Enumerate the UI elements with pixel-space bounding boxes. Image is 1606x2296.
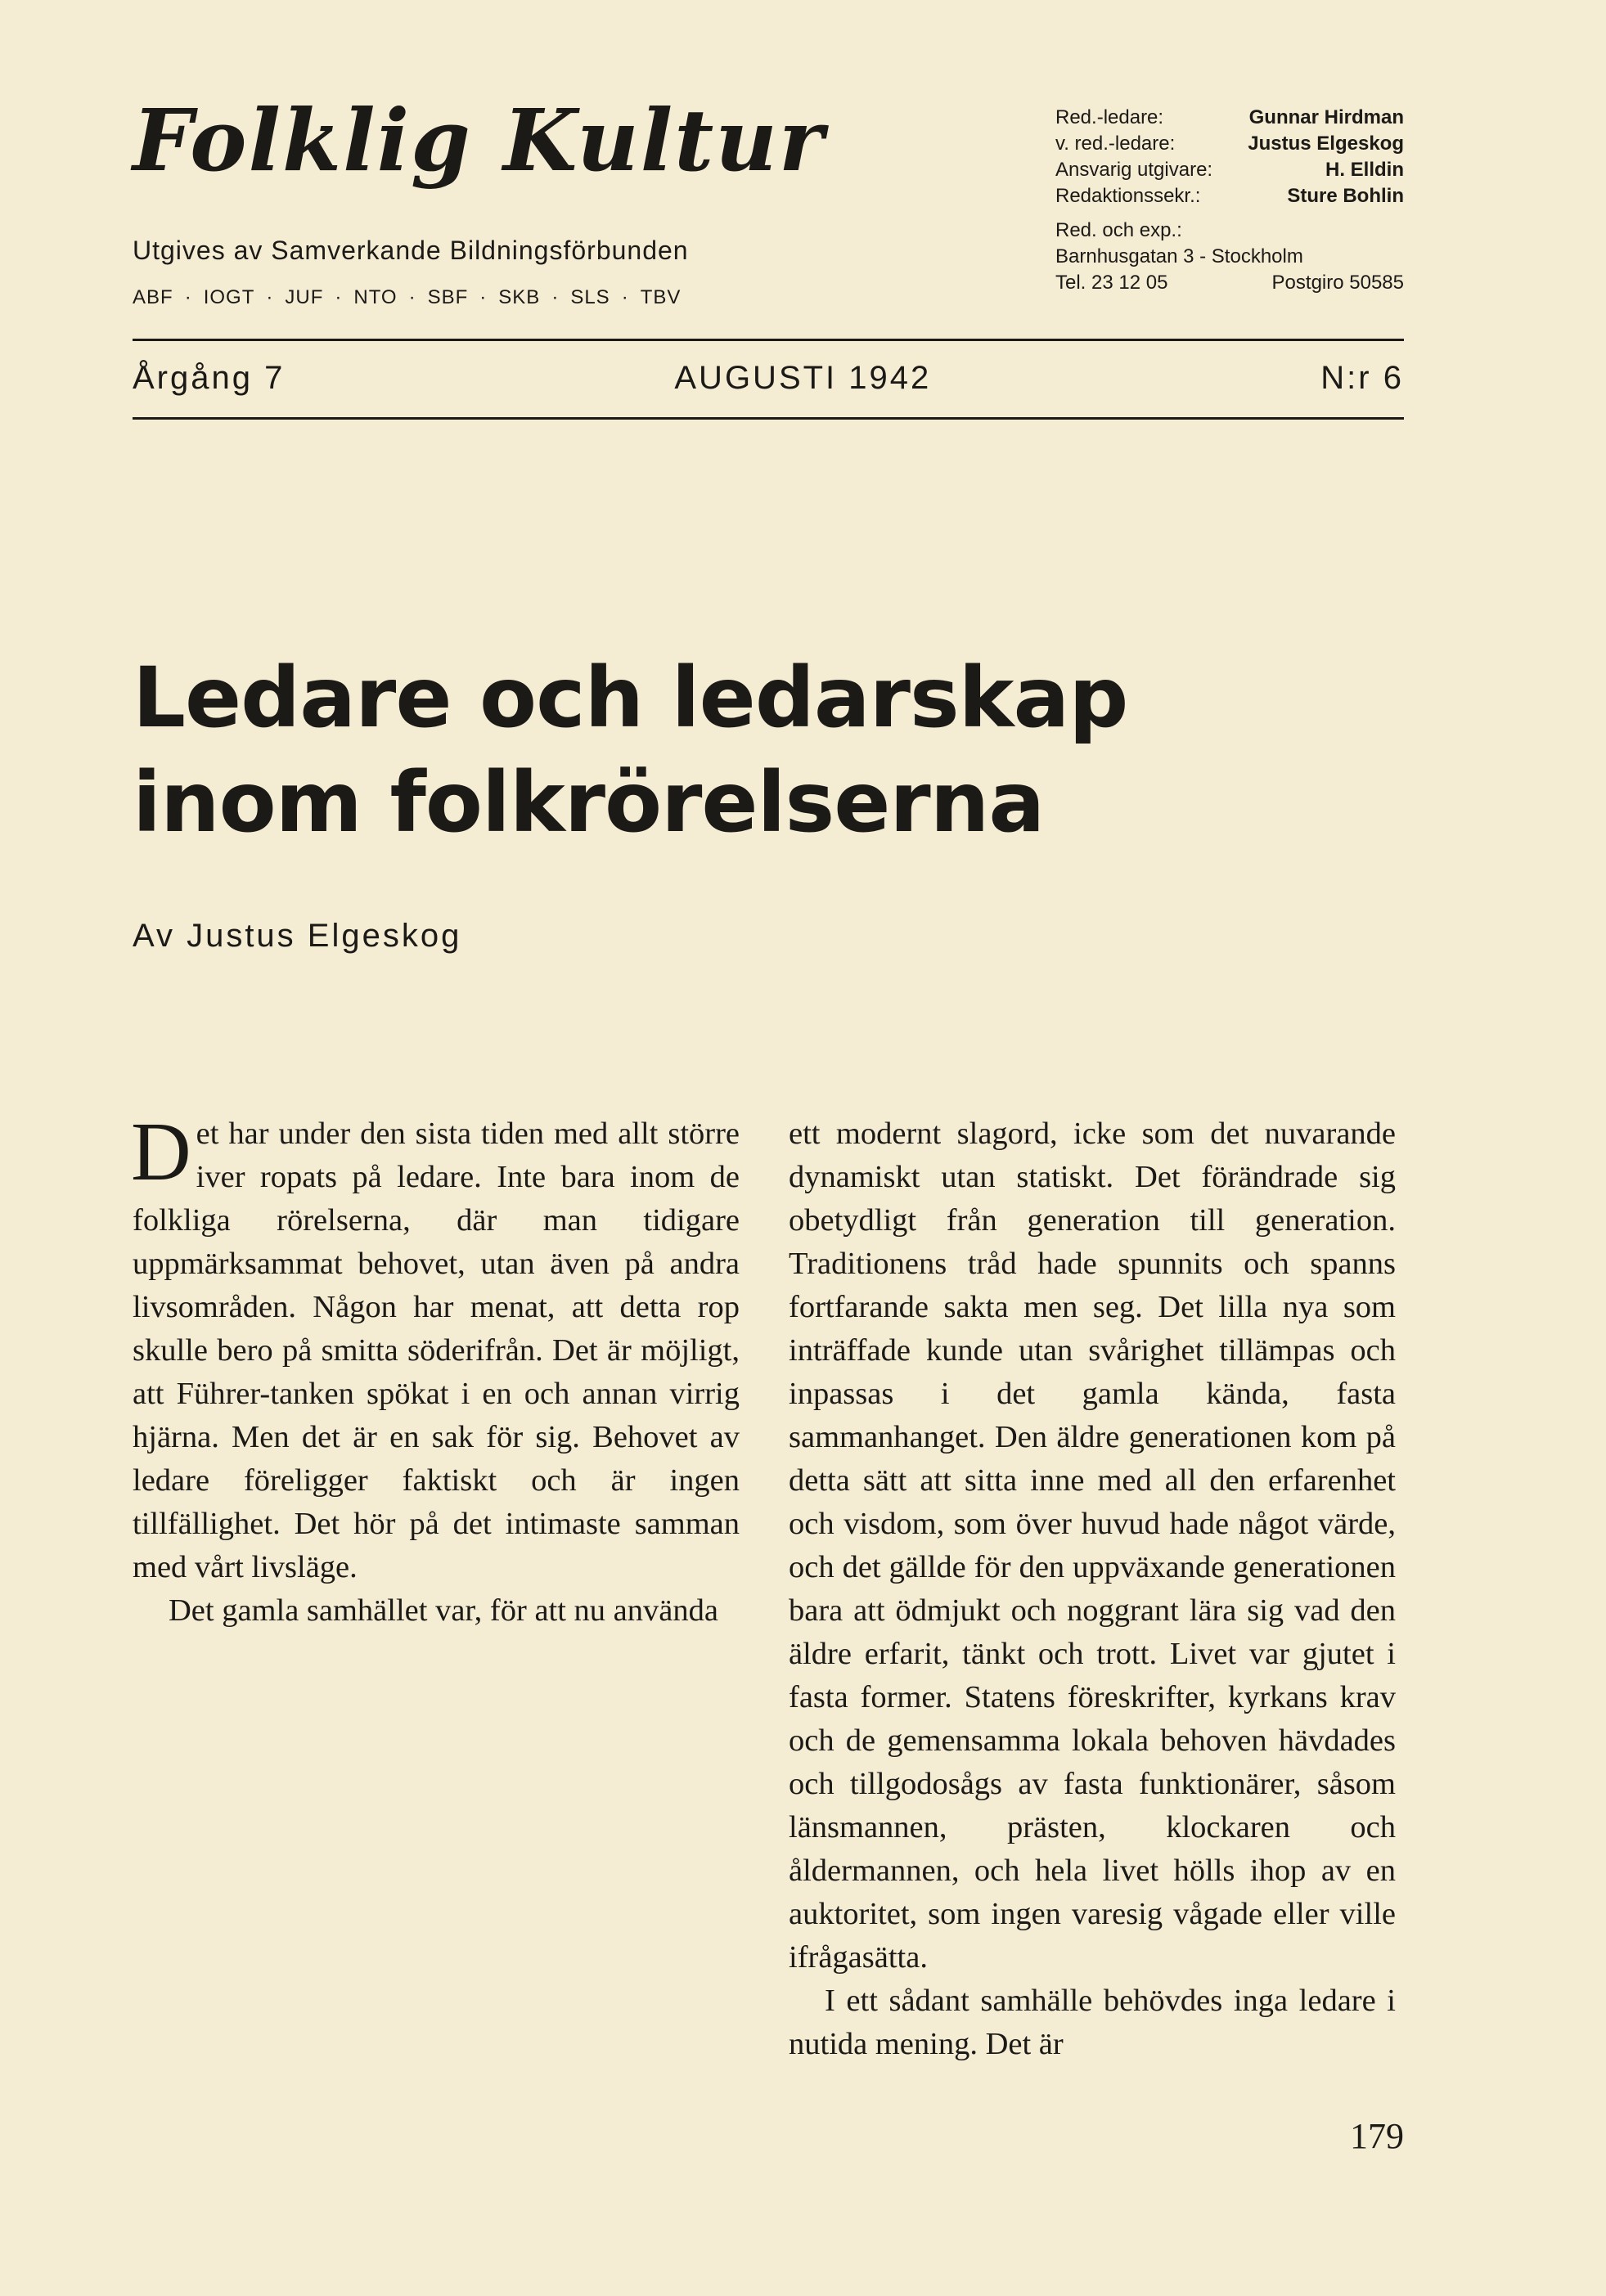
secretary-name: Sture Bohlin [1287,185,1404,207]
deputy-editor-name: Justus Elgeskog [1248,133,1404,155]
editor-label: Red.-ledare: [1055,106,1164,128]
header-rule-bottom [133,417,1404,420]
header-rule-top [133,339,1404,341]
paragraph-1-text: et har under den sista tiden med allt större iver ropats på ledare. Inte bara inom de folkliga rörelserna, där man tidigare uppmärksammat behovet, utan även på andra livsområden. Någon har menat, att detta rop skulle bero på smitta söderifrån. Det är möjligt, att Führer-tanken spökat i en och annan virrig hjärna. Men det är en sak för sig. Behovet av ledare föreligger faktiskt och är ingen tillfällighet. Det hör på det intimaste samman med vårt livsläge. [133,1117,740,1584]
publisher-label: Ansvarig utgivare: [1055,159,1213,181]
drop-cap: D [131,1106,191,1198]
secretary-label: Redaktionssekr.: [1055,185,1201,207]
organization-juf: JUF [285,286,324,308]
office-label: Red. och exp.: [1055,219,1182,241]
article-paragraph-2: Det gamla samhället var, för att nu använda [169,1593,718,1628]
office-phone: Tel. 23 12 05 [1055,272,1168,294]
organization-iogt: IOGT [203,286,255,308]
issue-date: AUGUSTI 1942 [674,360,932,396]
organization-abf: ABF [133,286,173,308]
article-headline [133,646,1127,856]
editorial-staff-box [1055,105,1404,296]
article-paragraph-2-continued: ett modernt slagord, icke som det nuvarande dynamiskt utan statiskt. Det förändrade sig obetydligt från generation till generation. Traditionens tråd hade spunnits och spanns fortfarande sakta men seg. Det lilla nya som inträffade kunde utan svårighet tillämpas och inpassas i det gamla kända, fasta sammanhanget. Den äldre generationen kom på detta sätt att sitta inne med all den erfarenhet och visdom, som över huvud hade något värde, och det gällde för den uppväxande generationen bara att ödmjukt och noggrant lära sig vad den äldre erfarit, tänkt och trott. Livet var gjutet i fasta former. Statens föreskrifter, kyrkans krav och de gemensamma lokala behoven hävdades och tillgodosågs av fasta funktionärer, såsom länsmannen, prästen, klockaren och åldermannen, och hela livet hölls ihop av en auktoritet, som ingen varesig vågade eller ville ifrågasätta. [789,1117,1396,1975]
publisher-name: H. Elldin [1325,159,1404,181]
editor-name: Gunnar Hirdman [1248,106,1404,128]
issue-line [133,360,1404,397]
headline-line-1: Ledare och ledarskap [133,649,1128,747]
article-paragraph-1 [131,1106,740,1589]
article-column-right [789,1112,1396,2066]
organization-sls: SLS [570,286,610,308]
organization-sbf: SBF [427,286,469,308]
postgiro-number: Postgiro 50585 [1271,272,1404,294]
organization-skb: SKB [498,286,541,308]
deputy-editor-label: v. red.-ledare: [1055,133,1176,155]
volume-label: Årgång 7 [133,360,286,396]
headline-line-2: inom folkrörelserna [133,754,1045,851]
office-address: Barnhusgatan 3 - Stockholm [1055,245,1303,267]
organization-tbv: TBV [640,286,682,308]
magazine-subtitle: Utgives av Samverkande Bildningsförbunden [133,236,689,265]
issue-number: N:r 6 [1320,360,1404,396]
magazine-title: Folklig Kultur [133,90,825,191]
article-byline: Av Justus Elgeskog [133,918,462,954]
organization-nto: NTO [353,286,398,308]
organization-list: ABF · IOGT · JUF · NTO · SBF · SKB · SLS · TBV [133,286,682,308]
article-paragraph-3: I ett sådant samhälle behövdes inga ledare i nutida mening. Det är [789,1984,1396,2061]
article-column-left [131,1106,740,1633]
page-number: 179 [1350,2116,1404,2156]
